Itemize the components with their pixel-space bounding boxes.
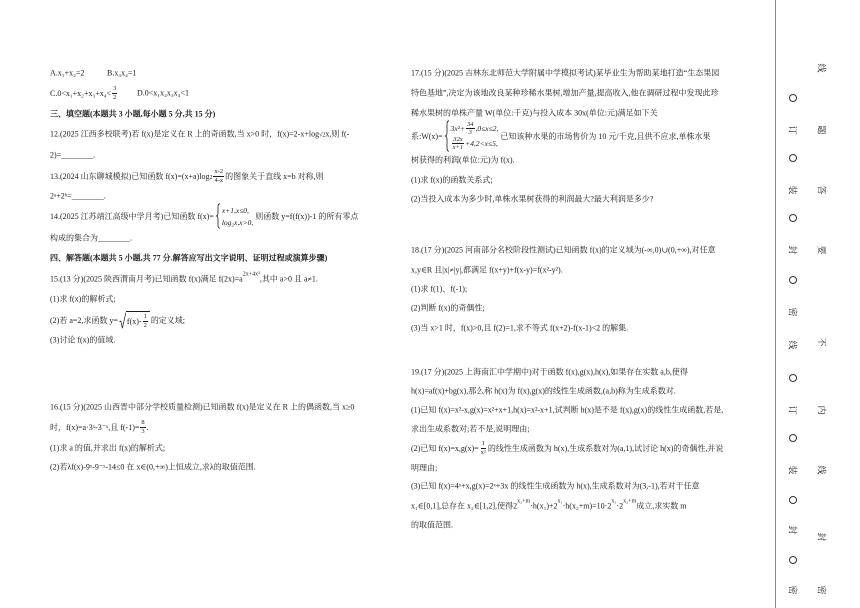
q16-text: 时，f(x)=a·3ˣ-3⁻ˣ,且 f(-1)= (50, 422, 140, 432)
q15-text: 的定义域; (150, 315, 186, 325)
section-heading-fill-in: 三、填空题(本题共 3 小题,每小题 5 分,共 15 分) (50, 109, 216, 119)
choice-c (50, 85, 118, 101)
q13-text: 13.(2024 山东聊城模拟)已知函数 f(x)=(x+a)log (50, 171, 210, 181)
fraction-numerator: 3 (113, 85, 117, 92)
binding-circle (789, 276, 797, 284)
fraction (143, 313, 148, 329)
q19-part-2-line-1 (411, 440, 723, 456)
exponent: x₁ (611, 498, 617, 505)
fraction-numerator: 34 (467, 120, 474, 128)
choice-a: A.x₁+x₂=2 (50, 68, 85, 78)
case-row (451, 121, 499, 136)
fraction (452, 136, 465, 152)
q17-line-5: 树获得的利润(单位:元)为 f(x). (411, 155, 515, 165)
fraction-numerator: 1 (481, 440, 485, 447)
q18-line-1: 18.(17 分)(2025 河南部分名校阶段性测试)已知函数 f(x)的定义域为(-∞,0)∪(0,+∞),对任意 (411, 245, 716, 255)
fraction-numerator: 8 (141, 419, 145, 426)
q17-line-1: 17.(15 分)(2025 吉林东北师范大学附属中学模拟考试)某毕业生为帮助某地打造“生态果园 (411, 68, 720, 78)
fraction-denominator: x+1 (452, 144, 464, 151)
binding-circle (789, 94, 797, 102)
q17-line-4 (411, 120, 711, 152)
fraction (140, 419, 145, 435)
q16-line-2 (50, 419, 149, 435)
q15-text: (2)若 a=2,求函数 y= (50, 315, 118, 325)
q14-line-2: 构成的集合为________. (50, 233, 132, 243)
fraction-numerator: 1 (143, 313, 147, 320)
binding-circle (789, 556, 797, 564)
q15-part-1: (1)求 f(x)的解析式; (50, 294, 116, 304)
fraction (213, 168, 224, 184)
binding-char-outer: 内 (815, 405, 826, 415)
q12-text: 12.(2025 江西多校联考)若 f(x)是定义在 R 上的奇函数,当 x>0 时，f(x)=2-x+log (50, 129, 320, 139)
q15-stem (50, 271, 318, 285)
log-base: √2 (319, 132, 326, 139)
q16-text: . (146, 422, 149, 432)
q12-line-1 (50, 129, 349, 140)
q19-text: 的线性生成函数为 h(x),生成系数对为(a,1),试讨论 h(x)的奇偶性,并说 (487, 443, 724, 453)
q17-line-2: 特色基地”,决定为该地改良某种珍稀水果树,增加产量,提高收入,他在调研过程中发现此珍 (411, 88, 719, 98)
square-root (119, 311, 150, 329)
piecewise-cases (222, 204, 253, 228)
binding-char-outer: 要 (815, 245, 826, 255)
q19-text: ·2 (616, 501, 624, 511)
exponent: x₂+m (517, 498, 531, 505)
q18-part-2: (2)判断 f(x)的奇偶性; (411, 303, 485, 313)
q15-text: ,其中 a>0 且 a≠1. (259, 274, 318, 284)
q19-line-1: 19.(17 分)(2025 上海南汇中学期中)对于函数 f(x),g(x),h(x),如果存在实数 a,b,使得 (411, 367, 688, 377)
q19-part-2-line-2: 明理由; (411, 463, 438, 473)
q19-part-1-line-2: 求出生成系数对;若不是,说明理由; (411, 424, 530, 434)
binding-char-outer: 不 (815, 337, 826, 347)
binding-circle (789, 214, 797, 222)
fraction-denominator: 2 (113, 93, 117, 101)
q19-text: (2)已知 f(x)=x,g(x)= (411, 443, 479, 453)
binding-char-outer: 线 (815, 465, 826, 475)
binding-char-outer: 密 (815, 585, 826, 595)
radicand (126, 311, 150, 329)
case-text: +4,2<x≤5, (465, 139, 498, 148)
q17-text: 已知该种水果的市场售价为 10 元/千克,且供不应求,单株水果 (500, 131, 711, 141)
case-row: log₂x,x>0, (221, 217, 254, 227)
fraction-denominator: 2 (143, 321, 147, 329)
section-heading-answer: 四、解答题(本题共 5 小题,共 77 分.解答应写出文字说明、证明过程或演算步骤) (50, 253, 328, 263)
choice-c-text: C.0<x₁+x₂+x₃+x₄< (50, 88, 112, 98)
q19-part-1-line-1: (1)已知 f(x)=x²-x,g(x)=x²+x+1,h(x)=x²-x+1,试判断 h(x)是不是 f(x),g(x)的线性生成函数,若是, (411, 405, 724, 415)
radicand-text: f(x)- (126, 316, 142, 326)
q19-text: 成立,求实数 m (636, 501, 687, 511)
q19-part-3-line-3: 的取值范围. (411, 520, 453, 530)
fraction-denominator: x² (480, 448, 486, 456)
q13-line-2: 2ᵃ+2ᵇ=________. (50, 191, 106, 201)
binding-circle (789, 496, 797, 504)
q12-text: x,则 f(- (325, 129, 350, 139)
exponent: x₂+m (623, 498, 637, 505)
binding-char-inner: 线 (786, 340, 797, 350)
radical-sign-icon (119, 312, 126, 329)
exponent: 2x+4x² (242, 271, 260, 278)
binding-char-inner: 装 (786, 465, 797, 475)
fraction-numerator: x-2 (214, 168, 224, 175)
q15-text: 15.(13 分)(2025 陕西渭南月考)已知函数 f(x)满足 f(2x)=a (50, 274, 243, 284)
binding-circle (789, 434, 797, 442)
q17-text: 系:W(x)= (411, 131, 443, 141)
q17-line-3: 稀水果树的单株产量 W(单位:千克)与投入成本 30x(单位:元)满足如下关 (411, 108, 658, 118)
q19-text: ·h(x₂+m)=10·2 (562, 501, 612, 511)
q14-line-1 (50, 203, 358, 229)
case-row (451, 136, 499, 151)
binding-char-inner: 封 (786, 245, 797, 255)
piecewise-cases (451, 121, 499, 151)
case-row: x+1,x≤0, (221, 205, 249, 215)
binding-char-inner: 订 (786, 405, 797, 415)
q17-part-2: (2)当投入成本为多少时,单株水果树获得的利润最大?最大利润是多少? (411, 194, 654, 204)
binding-char-outer: 线 (815, 63, 826, 73)
q19-text: x₁∈[0,1],总存在 x₂∈[1,2],使得2 (411, 501, 518, 511)
q18-line-2: x,y∈R 且|x|≠|y|,都满足 f(x+y)+f(x-y)=f(x²-y²). (411, 265, 563, 275)
fraction (112, 85, 117, 101)
fraction-numerator: 32x (453, 135, 463, 143)
q16-part-1: (1)求 a 的值,并求出 f(x)的解析式; (50, 443, 166, 453)
piecewise-function (444, 120, 499, 152)
q13-line-1 (50, 168, 324, 184)
q14-text: 14.(2025 江苏靖江高级中学月考)已知函数 f(x)= (50, 211, 214, 221)
fraction-denominator: 4-x (214, 176, 224, 184)
q15-part-3: (3)讨论 f(x)的值域. (50, 335, 116, 345)
q19-part-3-line-2 (411, 498, 687, 512)
fraction (466, 121, 475, 137)
binding-char-outer: 答 (815, 185, 826, 195)
binding-char-outer: 题 (815, 125, 826, 135)
fraction-denominator: 3 (468, 129, 472, 136)
binding-char-inner: 装 (786, 185, 797, 195)
fraction-denominator: 3 (141, 427, 145, 435)
q13-text: 的图象关于直线 x=b 对称,则 (225, 171, 324, 181)
q19-line-2: h(x)=af(x)+bg(x),那么称 h(x)为 f(x),g(x)的线性生成函数,(a,b)称为生成系数对. (411, 386, 676, 396)
q15-part-2 (50, 311, 185, 329)
binding-char-inner: 封 (786, 525, 797, 535)
brace-icon (215, 203, 221, 229)
binding-line (775, 0, 776, 608)
q17-part-1: (1)求 f(x)的函数关系式; (411, 175, 493, 185)
choice-d: D.0<x₁x₂x₃x₄<1 (137, 88, 189, 98)
q16-part-2: (2)若λf(x)-9ˣ-9⁻ˣ-14≤0 在 x∈(0,+∞)上恒成立,求λ的取值范围. (50, 462, 256, 472)
log-base: 2 (209, 174, 213, 181)
binding-char-inner: 密 (786, 307, 797, 317)
q19-text: ·h(x₁)+2 (530, 501, 558, 511)
q16-line-1: 16.(15 分)(2025 山西晋中部分学校质量检测)已知函数 f(x)是定义在 R 上的偶函数,当 x≥0 (50, 402, 355, 412)
case-text: 3x²+ (450, 124, 466, 133)
binding-char-outer: 封 (815, 532, 826, 542)
q18-part-1: (1)求 f(1)、f(-1); (411, 284, 468, 294)
binding-circle (789, 374, 797, 382)
q18-part-3: (3)当 x>1 时，f(x)>0,且 f(2)=1,求不等式 f(x+2)-f(x-1)<2 的解集. (411, 323, 629, 333)
case-text: ,0≤x≤2, (475, 124, 499, 133)
brace-icon (444, 120, 450, 152)
choice-b: B.x₃x₄=1 (107, 68, 137, 78)
piecewise-function (215, 203, 253, 229)
fraction (480, 440, 487, 456)
q19-part-3-line-1: (3)已知 f(x)=4ˣ+x,g(x)=2ˣ+3x 的线性生成函数为 h(x),生成系数对为(3,-1),若对于任意 (411, 481, 700, 491)
binding-circle (789, 154, 797, 162)
exponent: x₁ (557, 498, 563, 505)
binding-char-inner: 密 (786, 585, 797, 595)
binding-char-inner: 订 (786, 125, 797, 135)
q12-line-2: 2)=________. (50, 150, 96, 160)
q14-text: 则函数 y=f(f(x))-1 的所有零点 (255, 211, 359, 221)
